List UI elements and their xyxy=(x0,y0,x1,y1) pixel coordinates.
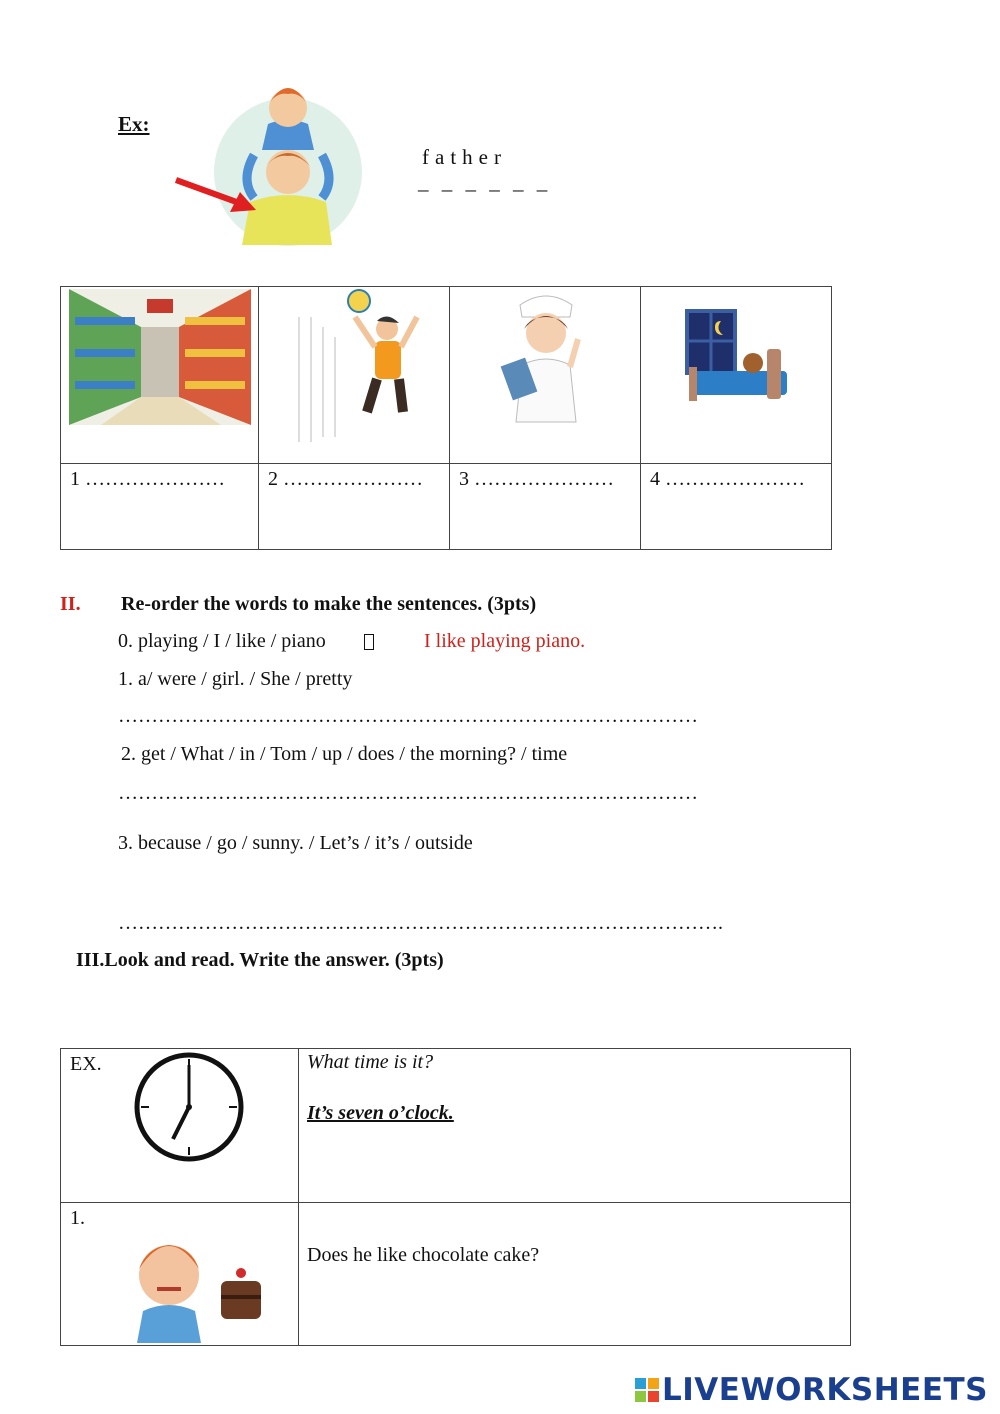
section2-number: II. xyxy=(60,593,81,615)
boy-head xyxy=(139,1245,199,1305)
logo-square-1 xyxy=(635,1378,646,1389)
qa-question-1-image-cell xyxy=(61,1203,299,1346)
angry-boy-chocolate-cake-image xyxy=(121,1223,271,1343)
father-body xyxy=(242,195,332,245)
liveworksheets-logo-icon xyxy=(635,1378,659,1402)
sleeping-child-image xyxy=(641,287,831,458)
reorder-question-3: 3. because / go / sunny. / Let’s / it’s / outside xyxy=(118,832,473,854)
example-word: father xyxy=(422,145,507,169)
father-son-illustration xyxy=(170,80,370,250)
qa-example-label: EX. xyxy=(70,1053,102,1075)
picture-label-3: 3 ………………… xyxy=(450,464,641,550)
qa-example-cell xyxy=(61,1049,299,1203)
picture-cell-nurse xyxy=(450,287,641,464)
qa-example-question: What time is it? xyxy=(307,1051,434,1073)
qa-question-1-label: 1. xyxy=(70,1207,85,1229)
reorder-answer-3-dots: ………………………………………………………………………………. xyxy=(118,912,723,934)
picture-label-1: 1 ………………… xyxy=(61,464,259,550)
section2-title: Re-order the words to make the sentences. (3pts) xyxy=(121,593,537,615)
qa-table xyxy=(60,1048,851,1346)
reorder-example-answer: I like playing piano. xyxy=(424,630,586,652)
qa-example-answer: It’s seven o’clock. xyxy=(307,1102,454,1124)
volleyball-icon xyxy=(348,290,370,312)
picture-cell-volleyball xyxy=(259,287,450,464)
example-label: Ex: xyxy=(118,112,150,136)
reorder-question-2: 2. get / What / in / Tom / up / does / the morning? / time xyxy=(121,743,568,765)
son-head xyxy=(269,89,307,127)
example-blanks: _ _ _ _ _ _ xyxy=(418,170,552,194)
picture-table xyxy=(60,286,832,550)
qa-question-1-text: Does he like chocolate cake? xyxy=(307,1244,540,1266)
logo-square-4 xyxy=(648,1391,659,1402)
picture-label-2: 2 ………………… xyxy=(259,464,450,550)
reorder-example-prompt: 0. playing / I / like / piano xyxy=(118,630,326,652)
reorder-question-1: 1. a/ were / girl. / She / pretty xyxy=(118,668,353,690)
reorder-answer-2-dots: …………………………………………………………………………… xyxy=(118,782,698,804)
volleyball-player-image xyxy=(259,287,449,458)
father-head xyxy=(266,150,310,194)
brand-name: LIVEWORKSHEETS xyxy=(662,1372,988,1408)
section3-title: III.Look and read. Write the answer. (3pts) xyxy=(76,949,444,971)
qa-example-text-cell xyxy=(299,1049,851,1203)
clock-image xyxy=(133,1051,245,1163)
picture-cell-supermarket xyxy=(61,287,259,464)
nurse-image xyxy=(450,287,640,458)
picture-label-4: 4 ………………… xyxy=(641,464,832,550)
supermarket-image xyxy=(61,287,258,458)
logo-square-2 xyxy=(648,1378,659,1389)
liveworksheets-brand xyxy=(635,1372,988,1408)
picture-cell-sleeping xyxy=(641,287,832,464)
reorder-answer-1-dots: …………………………………………………………………………… xyxy=(118,705,698,727)
qa-question-1-text-cell xyxy=(299,1203,851,1346)
chocolate-cake-icon xyxy=(221,1281,261,1319)
logo-square-3 xyxy=(635,1391,646,1402)
arrow-placeholder-icon xyxy=(364,634,374,650)
nurse-head xyxy=(526,313,566,353)
